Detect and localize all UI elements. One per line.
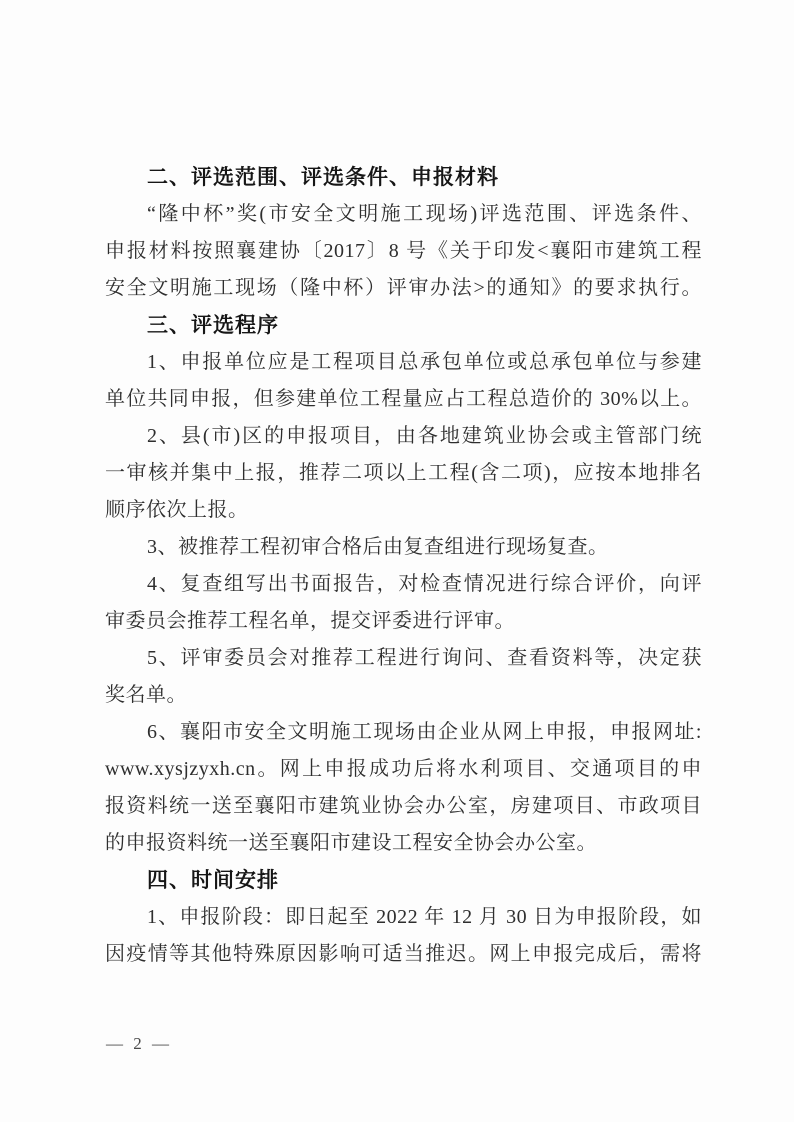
document-line: 申报材料按照襄建协〔2017〕8 号《关于印发<襄阳市建筑工程 xyxy=(105,240,702,262)
section-heading: 二、评选范围、评选条件、申报材料 xyxy=(147,165,499,189)
document-line: “隆中杯”奖(市安全文明施工现场)评选范围、评选条件、 xyxy=(147,203,702,225)
document-line: 1、申报阶段：即日起至 2022 年 12 月 30 日为申报阶段，如 xyxy=(147,906,702,928)
document-line: 4、复查组写出书面报告，对检查情况进行综合评价，向评 xyxy=(147,573,702,595)
page-number: — 2 — xyxy=(106,1034,172,1053)
document-line: 6、襄阳市安全文明施工现场由企业从网上申报，申报网址: xyxy=(147,721,702,743)
section-heading: 四、时间安排 xyxy=(147,868,279,892)
document-line: 顺序依次上报。 xyxy=(105,499,249,521)
document-body xyxy=(105,159,702,973)
document-line: 的申报资料统一送至襄阳市建设工程安全协会办公室。 xyxy=(105,832,597,854)
document-line: 奖名单。 xyxy=(105,684,187,706)
document-line: 单位共同申报，但参建单位工程量应占工程总造价的 30%以上。 xyxy=(105,388,702,410)
document-line: 因疫情等其他特殊原因影响可适当推迟。网上申报完成后，需将 xyxy=(105,943,702,965)
document-line: 1、申报单位应是工程项目总承包单位或总承包单位与参建 xyxy=(147,351,702,373)
document-line: 3、被推荐工程初审合格后由复查组进行现场复查。 xyxy=(147,536,609,558)
document-line: 2、县(市)区的申报项目，由各地建筑业协会或主管部门统 xyxy=(147,425,702,447)
document-line: 审委员会推荐工程名单，提交评委进行评审。 xyxy=(105,610,515,632)
document-line: www.xysjzyxh.cn。网上申报成功后将水利项目、交通项目的申 xyxy=(105,758,702,780)
section-heading: 三、评选程序 xyxy=(147,313,279,337)
document-line: 安全文明施工现场（隆中杯）评审办法>的通知》的要求执行。 xyxy=(105,277,702,299)
document-line: 报资料统一送至襄阳市建筑业协会办公室，房建项目、市政项目 xyxy=(105,795,702,817)
document-line: 5、评审委员会对推荐工程进行询问、查看资料等，决定获 xyxy=(147,647,702,669)
document-line: 一审核并集中上报，推荐二项以上工程(含二项)，应按本地排名 xyxy=(105,462,702,484)
